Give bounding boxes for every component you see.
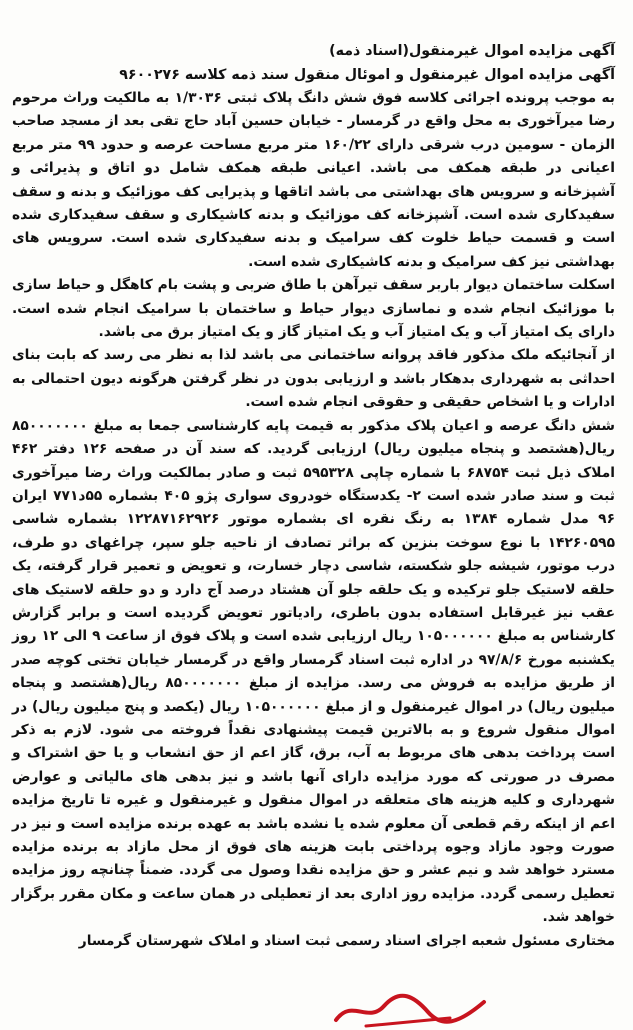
signature-line: مختاری مسئول شعبه اجرای اسناد رسمی ثبت اسناد و املاک شهرستان گرمسار [78,932,615,949]
paragraph-permit-note: از آنجائیکه ملک مذکور فاقد پروانه ساختمانی می باشد لذا به نظر می رسد که بابت بنای احداثی به شهرداری بدهکار باشد و ارزیابی بدون در نظر گرفتن هرگونه دیون احتمالی به ادارات و یا اشخاص حقیقی و حقوقی انجام شده است. [12,347,615,411]
paragraph-auction-terms: شش دانگ عرصه و اعیان پلاک مذکور به قیمت پایه کارشناسی جمعا به مبلغ ۸۵۰۰۰۰۰۰۰ ریال(هشتصد و پنجاه میلیون ریال) ارزیابی گردید. که سند آن در صفحه ۱۲۶ دفتر ۴۶۲ املاک ذیل ثبت ۶۸۷۵۴ با شماره چاپی ۵۹۵۳۲۸ ثبت و صادر بمالکیت وراث رضا میرآخوری ثبت و سند صادر شده است ۲- یکدستگاه خودروی سواری پژو ۴۰۵ بشماره ۵۵د۷۷۱ ایران ۹۶ مدل شماره ۱۳۸۴ به رنگ نقره ای بشماره موتور ۱۲۲۸۷۱۶۲۹۲۶ بشماره شاسی ۱۴۲۶۰۵۹۵ با نوع سوخت بنزین که براثر تصادف از ناحیه جلو سپر، چراغهای دو طرف، درب موتور، شیشه جلو شکسته، شاسی دچار خسارت، و تعویض و تعمیر قرار گرفته، یک حلقه لاستیک جلو ترکیده و یک حلقه جلو آن هشتاد درصد آج دارد و دو حلقه لاستیک های عقب نیز غیرقابل استفاده بدون باطری، رادیاتور تعویض گردیده است و برابر گزارش کارشناس به مبلغ ۱۰۵۰۰۰۰۰۰ ریال ارزیابی شده است و پلاک فوق از ساعت ۹ الی ۱۲ روز یکشنبه مورخ ۹۷/۸/۶ در اداره ثبت اسناد گرمسار واقع در گرمسار خیابان تختی کوچه صدر از طریق مزایده به فروش می رسد. مزایده از مبلغ ۸۵۰۰۰۰۰۰۰ ریال(هشتصد و پنجاه میلیون ریال) در اموال غیرمنقول و از مبلغ ۱۰۵۰۰۰۰۰۰ ریال (یکصد و پنج میلیون ریال) در اموال منقول شروع و به بالاترین قیمت پیشنهادی نقداً فروخته می شود. لازم به ذکر است پرداخت بدهی های مربوط به آب، برق، گاز اعم از حق انشعاب و یا حق اشتراک و مصرف در صورتی که مورد مزایده دارای آنها باشد و نیز بدهی های مالیاتی و عوارض شهرداری و کلیه هزینه های متعلقه در اموال منقول و غیرمنقول و غیره تا تاریخ مزایده اعم از اینکه رقم قطعی آن معلوم شده یا نشده باشد به عهده برنده مزایده است و نیز در صورت وجود مازاد وجوه پرداختی بابت هزینه های فوق از محل مازاد به برنده مزایده مسترد خواهد شد و نیم عشر و حق مزایده نقدا وصول می گردد. ضمناً چنانچه روز مزایده تعطیل رسمی گردد. مزایده روز اداری بعد از تعطیلی در همان ساعت و مکان مقرر برگزار خواهد شد. [12,417,616,926]
paragraph-property-description: به موجب پرونده اجرائی کلاسه فوق شش دانگ پلاک ثبتی ۱/۳۰۳۶ به مالکیت وراث مرحوم رضا میرآخوری به محل واقع در گرمسار - خیابان حسین آباد حاج تقی بعد از مسجد صاحب الزمان - سومین درب شرقی دارای ۱۶۰/۲۲ متر مربع مساحت عرصه و حدود ۹۹ متر مربع اعیانی در طبقه همکف می باشد. اعیانی طبقه همکف شامل دو اتاق و پذیرائی و آشپزخانه و سرویس های بهداشتی می باشد اتاقها و پذیرایی کف موزائیک و بدنه و سقف سفیدکاری شده است. آشپزخانه کف موزائیک و بدنه کاشیکاری و سقف سفیدکاری شده است و قسمت حیاط خلوت کف سرامیک و بدنه سفیدکاری شده است. سرویس های بهداشتی نیز کف سرامیک و بدنه کاشیکاری شده است. [12,90,615,270]
notice-subtitle: آگهی مزایده اموال غیرمنقول و اموئال منقول سند ذمه کلاسه ۹۶۰۰۲۷۶ [119,66,615,83]
red-handwritten-signature-icon [330,990,490,1030]
paragraph-building-structure: اسکلت ساختمان دیوار باربر سقف تیرآهن با طاق ضربی و پشت بام کاهگل و حیاط سازی با موزائیک انجام شده و نماسازی دیوار حیاط و ساختمان با سرامیک انجام شده است. دارای یک امتیاز آب و یک امتیاز آب و یک امتیاز گاز و یک امتیاز برق می باشد. [12,277,615,341]
notice-title: آگهی مزایده اموال غیرمنقول(اسناد ذمه) [329,43,615,59]
